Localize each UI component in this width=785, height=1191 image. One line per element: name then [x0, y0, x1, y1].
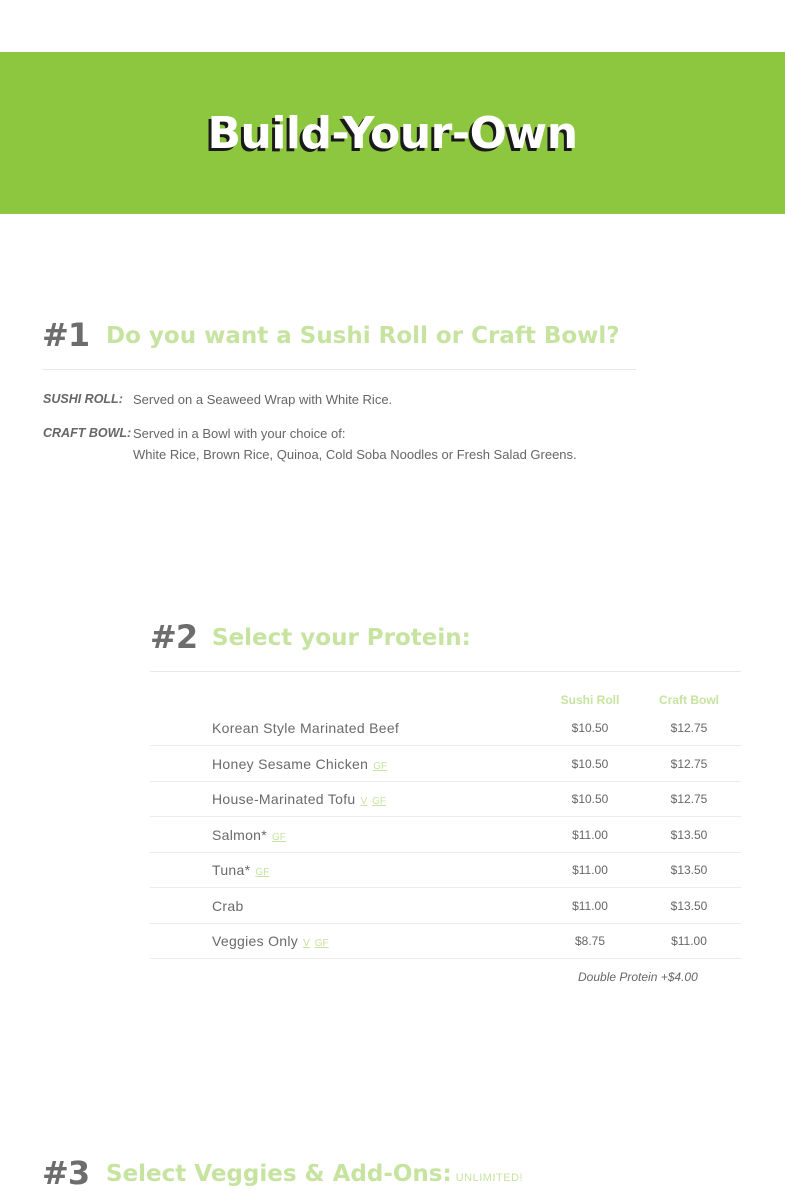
price-sushi-roll: $10.50 — [571, 757, 609, 771]
option-desc-sushi-roll: Served on a Seaweed Wrap with White Rice. — [133, 392, 393, 407]
protein-row — [150, 747, 741, 782]
protein-row — [150, 889, 741, 924]
price-sushi-roll: $11.00 — [572, 828, 608, 842]
price-craft-bowl: $13.50 — [670, 863, 708, 877]
step-1-number: #1 — [42, 316, 90, 354]
tag-gf[interactable]: GF — [272, 832, 286, 843]
option-desc-craft-bowl: Served in a Bowl with your choice of: — [133, 426, 346, 441]
tag-v[interactable]: V — [360, 796, 368, 807]
option-term-sushi-roll: SUSHI ROLL: — [43, 392, 123, 406]
price-sushi-roll: $11.00 — [572, 863, 608, 877]
option-term-craft-bowl: CRAFT BOWL: — [43, 426, 132, 440]
protein-name: House-Marinated Tofu V GF — [212, 791, 387, 807]
protein-name: Veggies Only V GF — [212, 933, 329, 949]
tag-gf[interactable]: GF — [372, 796, 387, 807]
protein-row — [150, 924, 741, 959]
step-3-number: #3 — [42, 1154, 90, 1191]
price-craft-bowl: $12.75 — [670, 721, 708, 735]
protein-name: Crab — [212, 898, 244, 914]
tag-gf[interactable]: GF — [373, 761, 388, 772]
protein-row — [150, 853, 741, 888]
price-craft-bowl: $13.50 — [670, 899, 708, 913]
option-desc-craft-bowl-bases: White Rice, Brown Rice, Quinoa, Cold Soba Noodles or Fresh Salad Greens. — [133, 447, 577, 462]
price-craft-bowl: $11.00 — [671, 934, 707, 948]
tag-gf[interactable]: GF — [314, 938, 329, 949]
price-sushi-roll: $8.75 — [574, 934, 606, 948]
double-protein-note: Double Protein +$4.00 — [578, 970, 698, 984]
price-craft-bowl: $12.75 — [670, 792, 708, 806]
price-sushi-roll: $11.00 — [572, 899, 608, 913]
step-3-title: Select Veggies & Add-Ons: UNLIMITED! — [106, 1161, 524, 1187]
tag-v[interactable]: V — [303, 938, 310, 949]
protein-name: Salmon* GF — [212, 827, 286, 843]
step-3-subtitle: UNLIMITED! — [455, 1172, 524, 1184]
protein-row — [150, 782, 741, 817]
step-2-number: #2 — [150, 618, 198, 656]
column-header-sushi-roll: Sushi Roll — [560, 693, 620, 707]
protein-name: Tuna* GF — [212, 862, 270, 878]
step-1-title: Do you want a Sushi Roll or Craft Bowl? — [106, 323, 620, 349]
protein-row — [150, 818, 741, 853]
step-2-divider — [150, 671, 741, 672]
price-craft-bowl: $13.50 — [670, 828, 708, 842]
protein-row — [150, 711, 741, 746]
step-2-title: Select your Protein: — [212, 625, 471, 651]
column-header-craft-bowl: Craft Bowl — [659, 693, 719, 707]
tag-gf[interactable]: GF — [255, 867, 270, 878]
protein-name: Korean Style Marinated Beef — [212, 720, 400, 736]
step-1-divider — [42, 369, 636, 370]
price-sushi-roll: $10.50 — [571, 721, 609, 735]
price-craft-bowl: $12.75 — [670, 757, 708, 771]
page-title: Build-Your-Own — [207, 107, 578, 159]
price-sushi-roll: $10.50 — [571, 792, 609, 806]
protein-name: Honey Sesame Chicken GF — [212, 756, 388, 772]
